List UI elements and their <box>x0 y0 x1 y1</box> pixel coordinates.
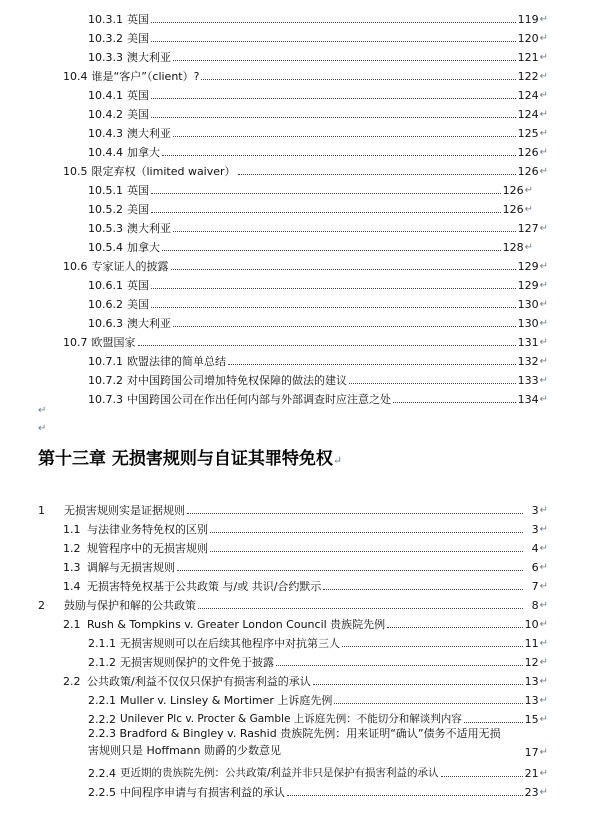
toc-leader <box>313 684 523 685</box>
toc-entry[interactable] <box>88 179 533 197</box>
toc-page: 121 <box>517 51 539 64</box>
paragraph-mark-icon: ↵ <box>38 423 47 434</box>
toc-number: 1.1 <box>63 523 81 536</box>
toc-text: 对中国跨国公司增加特免权保障的做法的建议 <box>127 374 347 387</box>
toc-text: 公共政策/利益不仅仅只保护有损害利益的承认 <box>87 675 311 688</box>
toc-number: 10.5.4 <box>88 241 123 254</box>
paragraph-mark-icon: ↵ <box>539 14 548 25</box>
toc-text: 专家证人的披露 <box>91 260 169 273</box>
toc-number: 1.3 <box>63 561 81 574</box>
toc-number: 2.2 <box>63 675 81 688</box>
paragraph-mark-icon: ↵ <box>539 581 548 592</box>
toc-leader <box>441 776 523 777</box>
toc-text: 美国 <box>127 32 149 45</box>
toc-leader <box>162 155 516 156</box>
toc-page: 134 <box>517 393 539 406</box>
toc-page: 7 <box>531 580 539 593</box>
toc-leader <box>342 646 523 647</box>
toc-leader <box>138 345 516 346</box>
paragraph-mark-icon: ↵ <box>539 223 548 234</box>
toc-number: 10.5 <box>63 165 88 178</box>
toc-text: 英国 <box>127 89 149 102</box>
paragraph-mark-icon: ↵ <box>539 505 548 516</box>
toc-leader <box>173 60 516 61</box>
toc-page: 23 <box>524 786 539 799</box>
toc-page: 131 <box>517 336 539 349</box>
toc-text: 2.2.3 Bradford & Bingley v. Rashid 贵族院先例：用来证明“确认”债务不适用无损害规则只是 Hoffmann 勋爵的少数意见 <box>88 727 501 757</box>
toc-entry[interactable] <box>88 762 548 780</box>
paragraph-mark-icon: ↵ <box>539 280 548 291</box>
toc-text: 无损害规则可以在后续其他程序中对抗第三人 <box>120 637 340 650</box>
toc-entry[interactable] <box>88 725 548 759</box>
toc-page: 124 <box>517 108 539 121</box>
paragraph-mark-icon: ↵ <box>539 600 548 611</box>
toc-text: 无损害规则保护的文件免于披露 <box>120 656 274 669</box>
toc-text: 与法律业务特免权的区别 <box>87 523 208 536</box>
toc-leader <box>349 383 516 384</box>
toc-number: 10.3.2 <box>88 32 123 45</box>
paragraph-mark-icon: ↵ <box>539 356 548 367</box>
toc-page: 124 <box>517 89 539 102</box>
toc-page: 10 <box>524 618 539 631</box>
paragraph-mark-icon: ↵ <box>539 543 548 554</box>
toc-leader <box>210 532 523 533</box>
toc-number: 10.7.2 <box>88 374 123 387</box>
toc-entry[interactable] <box>88 293 548 311</box>
toc-number: 1.2 <box>63 542 81 555</box>
toc-entry[interactable] <box>88 708 548 726</box>
toc-text: 澳大利亚 <box>127 222 171 235</box>
paragraph-mark-icon: ↵ <box>539 676 548 687</box>
paragraph-mark-icon: ↵ <box>539 695 548 706</box>
toc-text: 欧盟法律的简单总结 <box>127 355 226 368</box>
toc-text: 无损害特免权基于公共政策 与/或 共识/合约默示 <box>87 580 322 593</box>
toc-leader <box>173 326 516 327</box>
toc-number: 2.2.5 <box>88 786 116 799</box>
paragraph-mark-icon: ↵ <box>539 109 548 120</box>
toc-leader <box>151 212 501 213</box>
paragraph-mark-icon: ↵ <box>524 204 533 215</box>
chapter-title-text: 第十三章 无损害规则与自证其罪特免权 <box>38 449 333 469</box>
paragraph-mark-icon: ↵ <box>539 524 548 535</box>
toc-text: 无损害规则实是证据规则 <box>64 504 185 517</box>
toc-entry[interactable] <box>88 84 548 102</box>
toc-page: 129 <box>517 279 539 292</box>
toc-text: 澳大利亚 <box>127 51 171 64</box>
toc-leader <box>173 136 516 137</box>
chapter-title <box>38 444 342 469</box>
toc-page: 132 <box>517 355 539 368</box>
toc-text: 美国 <box>127 108 149 121</box>
toc-number: 10.6 <box>63 260 88 273</box>
toc-text: 美国 <box>127 298 149 311</box>
toc-page: 6 <box>531 561 539 574</box>
toc-number: 10.7 <box>63 336 88 349</box>
paragraph-mark-icon: ↵ <box>539 657 548 668</box>
toc-page-area <box>508 725 548 759</box>
paragraph-mark-icon: ↵ <box>539 90 548 101</box>
toc-page: 122 <box>517 70 539 83</box>
toc-number: 2.2.4 <box>88 767 116 780</box>
toc-text: 美国 <box>127 203 149 216</box>
toc-leader <box>151 117 516 118</box>
toc-page: 130 <box>517 298 539 311</box>
toc-text: 加拿大 <box>127 241 160 254</box>
toc-text: 调解与无损害规则 <box>87 561 175 574</box>
toc-page: 13 <box>524 675 539 688</box>
toc-number: 2.1 <box>63 618 81 631</box>
toc-text: 中间程序申请与有损害利益的承认 <box>120 786 285 799</box>
toc-number: 10.4 <box>63 70 88 83</box>
toc-text: Muller v. Linsley & Mortimer 上诉庭先例 <box>120 694 333 707</box>
toc-page: 17 <box>524 746 539 759</box>
toc-leader <box>162 250 501 251</box>
toc-entry[interactable] <box>88 198 533 216</box>
toc-entry[interactable] <box>88 141 548 159</box>
toc-page: 127 <box>517 222 539 235</box>
paragraph-mark-icon: ↵ <box>332 454 343 467</box>
paragraph-mark-icon: ↵ <box>539 337 548 348</box>
paragraph-mark-icon: ↵ <box>539 747 548 758</box>
toc-number: 2.1.2 <box>88 656 116 669</box>
toc-leader <box>276 665 523 666</box>
toc-entry[interactable] <box>88 651 548 669</box>
toc-leader <box>151 307 516 308</box>
toc-page: 130 <box>517 317 539 330</box>
paragraph-mark-icon: ↵ <box>539 71 548 82</box>
toc-entry[interactable] <box>38 594 548 612</box>
toc-entry[interactable] <box>88 632 548 650</box>
toc-entry[interactable] <box>88 312 548 330</box>
paragraph-mark-icon: ↵ <box>524 185 533 196</box>
paragraph-mark-icon: ↵ <box>539 299 548 310</box>
toc-text: 更近期的贵族院先例：公共政策/利益并非只是保护有损害利益的承认 <box>120 767 439 779</box>
toc-entry[interactable] <box>63 255 548 273</box>
toc-number: 2 <box>38 599 45 612</box>
toc-number: 10.5.2 <box>88 203 123 216</box>
toc-number: 1 <box>38 504 45 517</box>
toc-entry[interactable] <box>88 46 548 64</box>
toc-text: 鼓励与保护和解的公共政策 <box>64 599 196 612</box>
toc-number: 1.4 <box>63 580 81 593</box>
toc-leader <box>173 231 516 232</box>
toc-text: 澳大利亚 <box>127 127 171 140</box>
toc-page: 11 <box>524 637 539 650</box>
toc-entry[interactable] <box>88 103 548 121</box>
toc-number: 10.7.1 <box>88 355 123 368</box>
paragraph-mark-icon: ↵ <box>539 261 548 272</box>
toc-page: 4 <box>531 542 539 555</box>
toc-entry[interactable] <box>63 518 548 536</box>
toc-entry[interactable] <box>88 689 548 707</box>
toc-number: 2.2.3 <box>88 727 116 740</box>
toc-text: 加拿大 <box>127 146 160 159</box>
toc-entry[interactable] <box>63 537 548 555</box>
toc-entry[interactable] <box>88 122 548 140</box>
toc-page: 3 <box>531 504 539 517</box>
paragraph-mark-icon: ↵ <box>539 619 548 630</box>
toc-leader <box>323 589 522 590</box>
toc-page: 15 <box>524 713 539 726</box>
toc-entry[interactable] <box>88 217 548 235</box>
toc-entry[interactable] <box>63 670 548 688</box>
paragraph-mark-icon: ↵ <box>539 562 548 573</box>
toc-leader <box>201 79 515 80</box>
toc-number: 10.6.1 <box>88 279 123 292</box>
paragraph-mark-icon: ↵ <box>539 147 548 158</box>
toc-leader <box>238 174 516 175</box>
paragraph-mark-icon: ↵ <box>539 166 548 177</box>
paragraph-mark-icon: ↵ <box>539 714 548 725</box>
toc-text: 限定弃权（limited waiver） <box>91 165 236 178</box>
toc-page: 128 <box>502 241 524 254</box>
toc-page: 12 <box>524 656 539 669</box>
toc-entry[interactable] <box>88 781 548 799</box>
toc-leader <box>151 288 516 289</box>
toc-entry[interactable] <box>38 499 548 517</box>
toc-page: 133 <box>517 374 539 387</box>
toc-entry[interactable] <box>63 160 548 178</box>
toc-page: 3 <box>531 523 539 536</box>
toc-leader <box>177 570 523 571</box>
toc-text: 谁是“客户”（client）? <box>91 70 200 83</box>
paragraph-mark-icon: ↵ <box>38 405 47 416</box>
toc-text: 欧盟国家 <box>91 336 136 349</box>
paragraph-mark-icon: ↵ <box>539 52 548 63</box>
toc-number: 10.4.3 <box>88 127 123 140</box>
toc-number: 10.5.3 <box>88 222 123 235</box>
toc-page: 13 <box>524 694 539 707</box>
toc-page: 126 <box>502 203 524 216</box>
toc-number: 2.2.1 <box>88 694 116 707</box>
toc-leader <box>228 364 516 365</box>
toc-text: 英国 <box>127 184 149 197</box>
paragraph-mark-icon: ↵ <box>539 787 548 798</box>
toc-leader <box>187 513 523 514</box>
toc-number: 10.6.3 <box>88 317 123 330</box>
toc-entry[interactable] <box>63 65 548 83</box>
toc-leader <box>464 722 523 723</box>
toc-entry[interactable] <box>88 388 548 406</box>
toc-entry[interactable] <box>63 613 548 631</box>
toc-entry[interactable] <box>88 350 548 368</box>
paragraph-mark-icon: ↵ <box>539 318 548 329</box>
toc-entry[interactable] <box>88 8 548 26</box>
toc-leader <box>387 627 522 628</box>
toc-page: 125 <box>517 127 539 140</box>
paragraph-mark-icon: ↵ <box>539 768 548 779</box>
toc-leader <box>151 193 501 194</box>
toc-text: Rush & Tompkins v. Greater London Council 贵族院先例 <box>87 618 386 631</box>
toc-text: 英国 <box>127 279 149 292</box>
toc-page: 126 <box>517 146 539 159</box>
toc-text: 规管程序中的无损害规则 <box>87 542 208 555</box>
paragraph-mark-icon: ↵ <box>539 375 548 386</box>
paragraph-mark-icon: ↵ <box>539 638 548 649</box>
toc-page: 120 <box>517 32 539 45</box>
toc-text: Unilever Plc v. Procter & Gamble 上诉庭先例：不能切分和解谈判内容 <box>120 713 462 725</box>
toc-text: 英国 <box>127 13 149 26</box>
toc-leader <box>393 402 516 403</box>
toc-entry[interactable] <box>63 575 548 593</box>
toc-leader <box>287 795 523 796</box>
toc-page: 126 <box>502 184 524 197</box>
toc-entry[interactable] <box>88 369 548 387</box>
toc-entry[interactable] <box>88 236 533 254</box>
toc-page: 8 <box>531 599 539 612</box>
paragraph-mark-icon: ↵ <box>539 33 548 44</box>
toc-page: 126 <box>517 165 539 178</box>
toc-number: 10.4.4 <box>88 146 123 159</box>
toc-text: 澳大利亚 <box>127 317 171 330</box>
toc-entry[interactable] <box>88 27 548 45</box>
toc-entry[interactable] <box>63 331 548 349</box>
toc-leader <box>151 22 516 23</box>
toc-leader <box>151 98 516 99</box>
toc-text: 中国跨国公司在作出任何内部与外部调查时应注意之处 <box>127 393 391 406</box>
toc-entry[interactable] <box>88 274 548 292</box>
toc-number: 10.5.1 <box>88 184 123 197</box>
toc-leader <box>210 551 523 552</box>
toc-number: 10.6.2 <box>88 298 123 311</box>
toc-page: 129 <box>517 260 539 273</box>
toc-page: 21 <box>524 767 539 780</box>
toc-entry[interactable] <box>63 556 548 574</box>
toc-number: 10.4.1 <box>88 89 123 102</box>
toc-page: 119 <box>517 13 539 26</box>
toc-leader <box>151 41 516 42</box>
toc-number: 10.3.1 <box>88 13 123 26</box>
paragraph-mark-icon: ↵ <box>539 128 548 139</box>
toc-number: 10.3.3 <box>88 51 123 64</box>
paragraph-mark-icon: ↵ <box>539 394 548 405</box>
toc-leader <box>198 608 523 609</box>
toc-number: 2.1.1 <box>88 637 116 650</box>
paragraph-mark-icon: ↵ <box>524 242 533 253</box>
toc-leader <box>171 269 516 270</box>
toc-number: 2.2.2 <box>88 713 116 726</box>
toc-number: 10.7.3 <box>88 393 123 406</box>
toc-leader <box>334 703 522 704</box>
toc-number: 10.4.2 <box>88 108 123 121</box>
